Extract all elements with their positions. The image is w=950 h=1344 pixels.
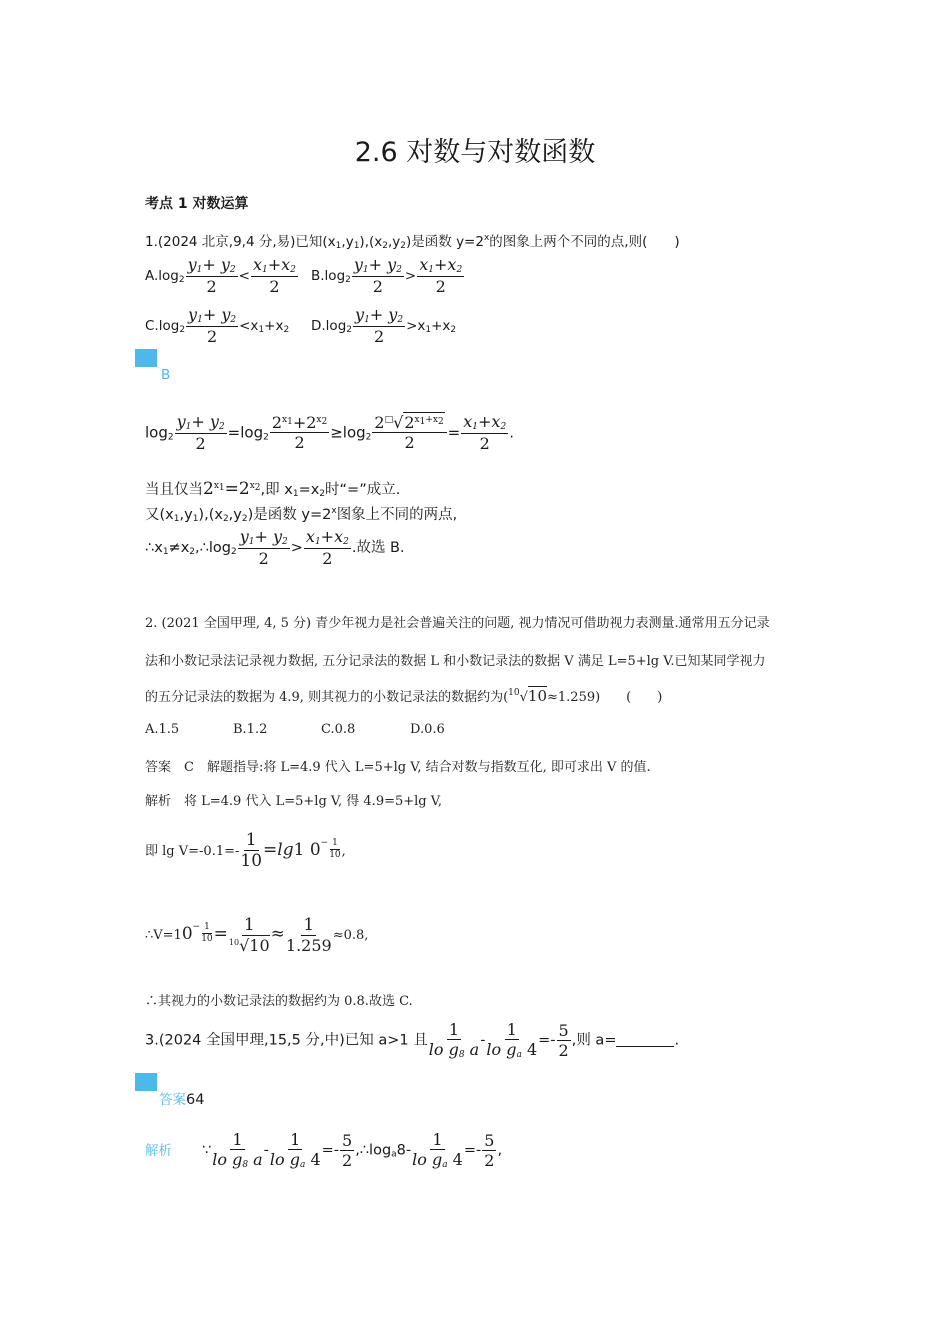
q1-solution-line4: $\therefore x_1\ne x_2,\therefore\log_2$ $\frac{y_1+ y_2}{2}$ > $\frac{x_1+x_2}{2}$ .故选 B. [145,527,405,568]
q2-conclusion: ∴其视力的小数记录法的数据约为 0.8.故选 C. [145,994,413,1009]
q2-step2: $\therefore V=10^{- \frac{1}{10}}$ = $\frac{1}{^{10}√10}$ ≈ $\frac{1}{1.259}$ ≈0.8, [145,915,369,956]
q1-option-d: $D.\log_2$ $\frac{y_1+ y_2}{2}$ $>x_1+x_2$ [311,305,457,346]
q2-line2: 法和小数记录法记录视力数据, 五分记录法的数据 L 和小数记录法的数据 V 满足 L=5+lg V.已知某同学视力 [145,654,766,669]
q2-option-b: B.1.2 [233,722,268,737]
q1-stem: 1.(2024 北京,9,4 分,易)已知$(x_1,y_1),(x_2,y_2)$是函数 $y=2^x$的图象上两个不同的点,则( ) [145,233,680,251]
answer-marker [135,349,157,367]
section-heading: 考点 1 对数运算 [145,196,249,212]
q3-stem: 3.(2024 全国甲理,15,5 分,中)已知 a>1 且 $\frac{1}{lo g_8 a}$ - $\frac{1}{lo g_a 4}$ =- $\frac{5}{2}$ ,则 a= . [145,1020,680,1061]
q2-option-c: C.0.8 [321,722,356,737]
q1-solution-line2: 当且仅当$2^{x_1}=2^{x_2}$,即 $x_1=x_2$时“=”成立. [145,479,401,499]
q2-step1: 即 lg V=-0.1=- $\frac{1}{10}$ =lg1 $0^{- \frac{1}{10}}$ , [145,830,346,872]
answer-marker [135,1073,157,1091]
q1-answer: B [161,367,171,383]
q2-answer: 答案 C 解题指导:将 L=4.9 代入 L=5+lg V, 结合对数与指数互化, 即可求出 V 的值. [145,760,651,775]
q1-option-a: $A.\log_2$ $\frac{y_1+ y_2}{2}$ < $\frac{x_1+x_2}{2}$ [145,255,296,296]
q3-analysis: 解析 ∵ $\frac{1}{lo g_8 a}$ - $\frac{1}{lo g_a 4}$ =- $\frac{5}{2}$ $,\therefore\log_a8-$ $\frac{1}{lo g_a 4}$ =- $\frac{5}{2}$ , [145,1130,503,1171]
q1-option-c: $C.\log_2$ $\frac{y_1+ y_2}{2}$ $<x_1+x_2$ [145,305,290,346]
q2-line1: 2. (2021 全国甲理, 4, 5 分) 青少年视力是社会普遍关注的问题, 视力情况可借助视力表测量.通常用五分记录 [145,616,770,631]
q1-solution-line3: 又$(x_1,y_1),(x_2,y_2)$是函数 $y=2^x$图象上不同的两点, [145,506,458,524]
q1-option-b: $B.\log_2$ $\frac{y_1+ y_2}{2}$ > $\frac{x_1+x_2}{2}$ [311,255,463,296]
page-title: 2.6 对数与对数函数 [354,137,596,168]
q2-option-a: A.1.5 [145,722,180,737]
q1-solution-line1: $\log_2$ $\frac{y_1+ y_2}{2}$ $=\log_2$ $\frac{2^{x_1}+2^{x_2}}{2}$ $\ge\log_2$ $\frac{2^□√2^{x_1+x_2}}{2}$ = $\frac{x_1+x_2}{2}$ . [145,412,514,453]
q2-option-d: D.0.6 [410,722,445,737]
q2-analysis: 解析 将 L=4.9 代入 L=5+lg V, 得 4.9=5+lg V, [145,794,443,809]
q2-line3: 的五分记录法的数据为 4.9, 则其视力的小数记录法的数据约为($^{10}$√10≈1.259) ( ) [145,687,663,705]
q3-answer: 答案64 [159,1092,205,1108]
